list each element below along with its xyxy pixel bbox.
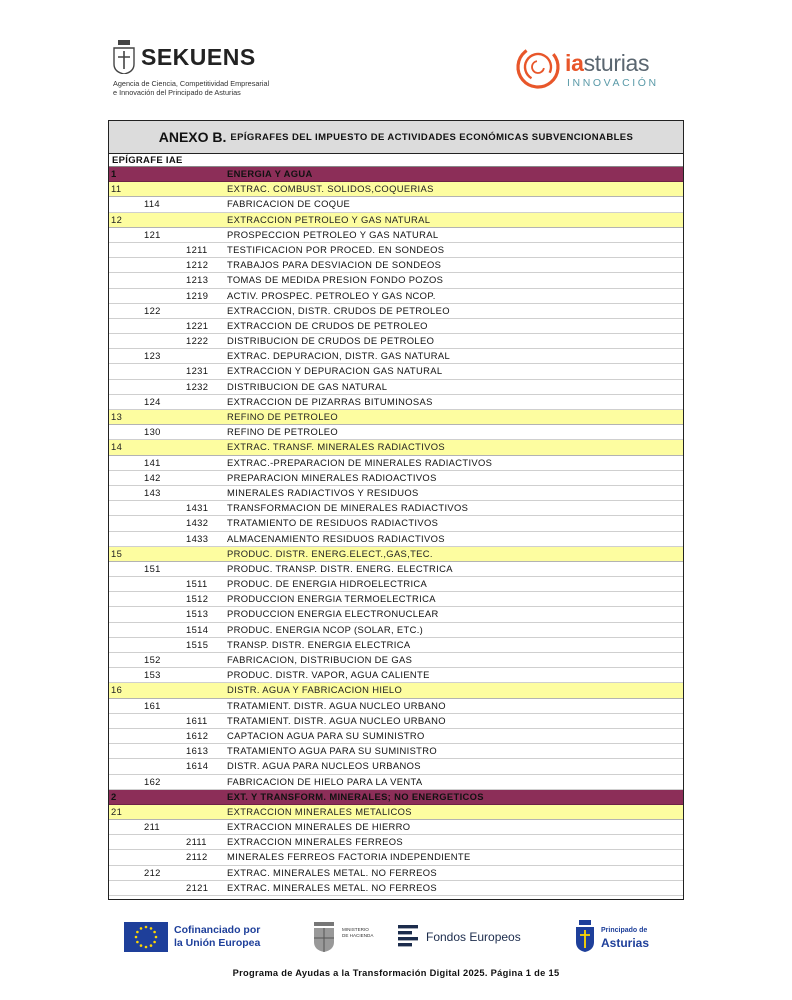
row-description: EXTRAC.-PREPARACION DE MINERALES RADIACTIVOS: [227, 456, 493, 468]
code-level1: 15: [111, 547, 123, 559]
row-description: EXTRACCION MINERALES DE HIERRO: [227, 821, 411, 833]
row-description: TRATAMIENTO AGUA PARA SU SUMINISTRO: [227, 745, 438, 757]
table-row: [109, 258, 683, 273]
eu-line2: la Unión Europea: [174, 937, 261, 949]
table-row: [109, 289, 683, 304]
row-description: PRODUC. DE ENERGIA HIDROELECTRICA: [227, 578, 428, 590]
eu-flag-icon: [124, 922, 168, 952]
code-level3: 1512: [186, 593, 209, 605]
iasturias-wordmark: [565, 50, 649, 77]
code-level3: 1431: [186, 502, 209, 514]
table-row: [109, 562, 683, 577]
table-row: [109, 653, 683, 668]
row-description: MINERALES FERREOS FACTORIA INDEPENDIENTE: [227, 851, 471, 863]
code-level3: 1613: [186, 745, 209, 757]
row-description: REFINO DE PETROLEO: [227, 411, 339, 422]
code-level3: 1231: [186, 365, 209, 377]
code-level2: 212: [144, 866, 161, 878]
table-row: [109, 820, 683, 835]
code-level1: 12: [111, 213, 123, 225]
code-level2: 151: [144, 562, 161, 574]
table-row: [109, 850, 683, 865]
code-level2: 123: [144, 350, 161, 362]
table-title: [109, 121, 683, 154]
table-row: [109, 380, 683, 395]
ministerio-line1: MINISTERIO: [342, 927, 369, 932]
table-row: [109, 714, 683, 729]
fondos-europeos-bars-icon: [398, 925, 420, 947]
table-title-sub: EPÍGRAFES DEL IMPUESTO DE ACTIVIDADES ECONÓMICAS SUBVENCIONABLES: [230, 131, 634, 143]
row-description: EXTRAC. MINERALES METAL. NO FERREOS: [227, 881, 438, 893]
row-description: ALMACENAMIENTO RESIDUOS RADIACTIVOS: [227, 532, 445, 544]
code-level1: 21: [111, 805, 123, 817]
row-description: MINERALES RADIACTIVOS Y RESIDUOS: [227, 486, 419, 498]
code-level3: 1221: [186, 319, 209, 331]
code-level3: 2121: [186, 881, 209, 893]
code-level3: 1213: [186, 274, 209, 286]
code-level3: 1219: [186, 289, 209, 301]
row-description: PRODUC. DISTR. ENERG.ELECT.,GAS,TEC.: [227, 547, 433, 559]
code-level2: 142: [144, 471, 161, 483]
table-row: [109, 835, 683, 850]
fondos-europeos-text: Fondos Europeos: [426, 930, 521, 944]
row-description: PRODUCCION ENERGIA ELECTRONUCLEAR: [227, 608, 439, 620]
table-title-main: ANEXO B.: [158, 129, 227, 145]
table-row: [109, 759, 683, 774]
iae-table: [108, 120, 684, 900]
code-level3: 2112: [186, 851, 208, 863]
section-row: [109, 182, 683, 197]
row-description: PREPARACION MINERALES RADIOACTIVOS: [227, 471, 437, 483]
code-level3: 1514: [186, 623, 209, 635]
table-row: [109, 668, 683, 683]
code-level2: 161: [144, 699, 161, 711]
section-row: [109, 213, 683, 228]
row-description: DISTRIBUCION DE GAS NATURAL: [227, 380, 388, 392]
ministerio-text: [342, 927, 373, 938]
table-row: [109, 486, 683, 501]
row-description: TRATAMIENT. DISTR. AGUA NUCLEO URBANO: [227, 699, 446, 711]
table-row: [109, 304, 683, 319]
spain-shield-icon: [312, 922, 336, 952]
section-row: [109, 547, 683, 562]
code-level3: 1513: [186, 608, 209, 620]
sekuens-wordmark: SEKUENS: [141, 44, 256, 70]
table-row: [109, 501, 683, 516]
code-level2: 114: [144, 198, 160, 210]
row-description: FABRICACION, DISTRIBUCION DE GAS: [227, 654, 413, 665]
row-description: PRODUC. ENERGIA NCOP (SOLAR, ETC.): [227, 623, 424, 635]
asturias-crest-icon: [575, 920, 595, 952]
sekuens-subtitle: [113, 80, 269, 97]
division-row: [109, 790, 683, 805]
code-level3: 2111: [186, 836, 207, 848]
table-row: [109, 197, 683, 212]
sekuens-crest-icon: [113, 40, 135, 74]
section-row: [109, 683, 683, 698]
code-level2: 162: [144, 775, 161, 787]
code-level3: 1515: [186, 638, 209, 650]
code-level2: 121: [144, 228, 161, 240]
row-description: TRATAMIENT. DISTR. AGUA NUCLEO URBANO: [227, 714, 446, 726]
row-description: EXTRACCION Y DEPURACION GAS NATURAL: [227, 365, 443, 377]
code-level1: 2: [111, 790, 117, 802]
row-description: EXTRACCION MINERALES METALICOS: [227, 805, 412, 817]
principado-line2: Asturias: [601, 936, 650, 950]
row-description: FABRICACION DE HIELO PARA LA VENTA: [227, 775, 423, 787]
table-body: [109, 167, 683, 896]
row-description: ACTIV. PROSPEC. PETROLEO Y GAS NCOP.: [227, 289, 436, 301]
row-description: EXT. Y TRANSFORM. MINERALES; NO ENERGETICOS: [227, 790, 484, 802]
table-row: [109, 516, 683, 531]
code-level2: 124: [144, 395, 161, 407]
table-row: [109, 349, 683, 364]
column-header: EPÍGRAFE IAE: [109, 154, 683, 167]
row-description: PROSPECCION PETROLEO Y GAS NATURAL: [227, 228, 439, 240]
table-row: [109, 456, 683, 471]
row-description: TOMAS DE MEDIDA PRESION FONDO POZOS: [227, 274, 444, 286]
row-description: EXTRAC. COMBUST. SOLIDOS,COQUERIAS: [227, 183, 434, 195]
table-row: [109, 729, 683, 744]
table-row: [109, 699, 683, 714]
code-level2: 143: [144, 486, 161, 498]
code-level1: 11: [111, 183, 122, 195]
code-level3: 1432: [186, 517, 209, 529]
row-description: EXTRAC. TRANSF. MINERALES RADIACTIVOS: [227, 441, 446, 453]
row-description: PRODUC. DISTR. VAPOR, AGUA CALIENTE: [227, 669, 430, 681]
table-row: [109, 592, 683, 607]
sekuens-subtitle-line1: Agencia de Ciencia, Competitividad Empresarial: [113, 79, 270, 88]
table-row: [109, 364, 683, 379]
iasturias-rest: sturias: [583, 50, 650, 76]
code-level2: 141: [144, 456, 161, 468]
row-description: EXTRACCION DE CRUDOS DE PETROLEO: [227, 319, 428, 331]
code-level1: 13: [111, 411, 123, 422]
row-description: PRODUC. TRANSP. DISTR. ENERG. ELECTRICA: [227, 562, 453, 574]
principado-line1: Principado de: [601, 927, 648, 934]
table-row: [109, 471, 683, 486]
table-row: [109, 273, 683, 288]
row-description: TRABAJOS PARA DESVIACION DE SONDEOS: [227, 259, 442, 271]
section-row: [109, 805, 683, 820]
code-level2: 153: [144, 669, 161, 681]
row-description: EXTRAC. MINERALES METAL. NO FERREOS: [227, 866, 438, 878]
row-description: DISTR. AGUA Y FABRICACION HIELO: [227, 684, 403, 696]
row-description: EXTRAC. DEPURACION, DISTR. GAS NATURAL: [227, 350, 451, 362]
table-row: [109, 775, 683, 790]
table-row: [109, 866, 683, 881]
iasturias-ia: ia: [565, 50, 584, 76]
division-row: [109, 167, 683, 182]
section-row: [109, 440, 683, 455]
row-description: DISTR. AGUA PARA NUCLEOS URBANOS: [227, 760, 421, 772]
table-row: [109, 881, 683, 896]
table-row: [109, 319, 683, 334]
row-description: ENERGIA Y AGUA: [227, 168, 313, 179]
row-description: CAPTACION AGUA PARA SU SUMINISTRO: [227, 729, 425, 741]
code-level2: 211: [144, 821, 160, 833]
row-description: TRATAMIENTO DE RESIDUOS RADIACTIVOS: [227, 517, 439, 529]
code-level3: 1212: [186, 259, 209, 271]
table-row: [109, 395, 683, 410]
row-description: EXTRACCION PETROLEO Y GAS NATURAL: [227, 213, 431, 225]
table-row: [109, 425, 683, 440]
table-row: [109, 532, 683, 547]
row-description: TRANSP. DISTR. ENERGIA ELECTRICA: [227, 638, 411, 650]
table-row: [109, 243, 683, 258]
code-level2: 130: [144, 426, 161, 438]
eu-line1: Cofinanciado por: [174, 924, 261, 936]
table-row: [109, 228, 683, 243]
code-level3: 1511: [186, 578, 208, 590]
eu-cofinanciado-text: [174, 924, 260, 950]
row-description: EXTRACCION, DISTR. CRUDOS DE PETROLEO: [227, 304, 450, 316]
row-description: EXTRACCION DE PIZARRAS BITUMINOSAS: [227, 395, 433, 407]
code-level2: 122: [144, 304, 161, 316]
code-level1: 1: [111, 168, 117, 179]
code-level2: 152: [144, 654, 161, 665]
table-row: [109, 334, 683, 349]
ministerio-line2: DE HACIENDA: [342, 932, 374, 938]
iasturias-ring-icon: [515, 44, 561, 90]
row-description: TESTIFICACION POR PROCED. EN SONDEOS: [227, 243, 445, 255]
row-description: FABRICACION DE COQUE: [227, 198, 351, 210]
code-level1: 16: [111, 684, 123, 696]
code-level3: 1232: [186, 380, 209, 392]
section-row: [109, 410, 683, 425]
table-row: [109, 638, 683, 653]
row-description: EXTRACCION MINERALES FERREOS: [227, 836, 403, 848]
table-row: [109, 623, 683, 638]
code-level1: 14: [111, 441, 123, 453]
code-level3: 1433: [186, 532, 209, 544]
row-description: TRANSFORMACION DE MINERALES RADIACTIVOS: [227, 502, 469, 514]
page-footer: Programa de Ayudas a la Transformación Digital 2025. Página 1 de 15: [232, 968, 560, 978]
table-row: [109, 607, 683, 622]
iasturias-tagline: INNOVACIÓN: [567, 77, 659, 89]
code-level3: 1611: [186, 714, 208, 726]
code-level3: 1612: [186, 729, 209, 741]
row-description: DISTRIBUCION DE CRUDOS DE PETROLEO: [227, 335, 435, 347]
code-level3: 1211: [186, 243, 208, 255]
sekuens-subtitle-line2: e Innovación del Principado de Asturias: [113, 87, 241, 97]
row-description: REFINO DE PETROLEO: [227, 426, 339, 438]
code-level3: 1222: [186, 335, 209, 347]
table-row: [109, 577, 683, 592]
table-row: [109, 744, 683, 759]
code-level3: 1614: [186, 760, 209, 772]
row-description: PRODUCCION ENERGIA TERMOELECTRICA: [227, 593, 436, 605]
